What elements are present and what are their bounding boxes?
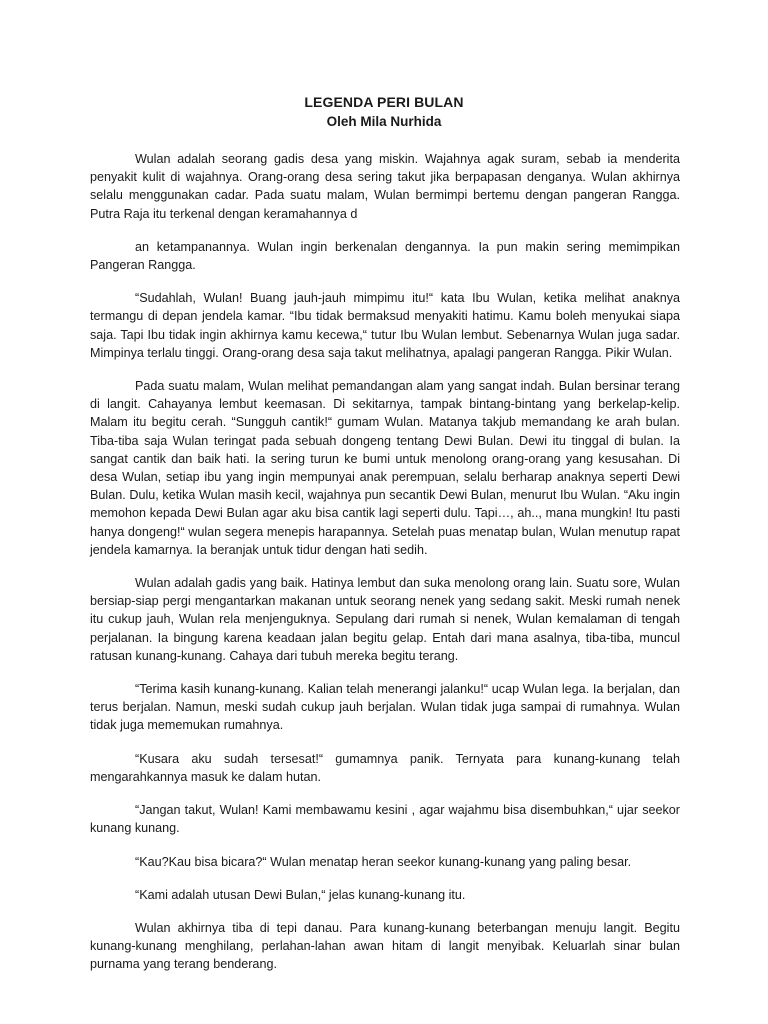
paragraph-11: Wulan akhirnya tiba di tepi danau. Para kunang-kunang beterbangan menuju langit. Begitu kunang-kunang menghilang, perlahan-lahan awan hitam di langit menyibak. Keluarlah sinar bulan purnama yang terang benderang. xyxy=(90,920,680,972)
paragraph-2: an ketampanannya. Wulan ingin berkenalan dengannya. Ia pun makin sering memimpikan Pangeran Rangga. xyxy=(90,239,680,273)
paragraph-8: “Jangan takut, Wulan! Kami membawamu kesini , agar wajahmu bisa disembuhkan,“ ujar seekor kunang kunang. xyxy=(90,803,680,836)
paragraph-4: Pada suatu malam, Wulan melihat pemandangan alam yang sangat indah. Bulan bersinar terang di langit. Cahayanya lembut keemasan. Di sekitarnya, tampak bintang-bintang yang berkelap-kelip. Malam itu begitu cerah. “Sungguh cantik!“ gumam Wulan. Matanya takjub memandang ke arah bulan. Tiba-tiba saja Wulan teringat pada sebuah dongeng tentang Dewi Bulan. Dewi itu tinggal di bulan. Ia sangat cantik dan baik hati. Ia sering turun ke bumi untuk menolong orang-orang yang kesusahan. Di desa Wulan, setiap ibu yang ingin mempunyai anak perempuan, selalu berharap anaknya seperti Dewi Bulan. Dulu, ketika Wulan masih kecil, wajahnya pun secantik Dewi Bulan, menurut Ibu Wulan. “Aku ingin memohon kepada Dewi Bulan agar aku bisa cantik lagi seperti dulu. Tapi…, ah.., mana mungkin! Itu pasti hanya dongeng!“ wulan segera menepis harapannya. Setelah puas menatap bulan, Wulan menutup rapat jendela kamarnya. Ia beranjak untuk tidur dengan hati sedih. xyxy=(90,379,680,557)
paragraph-7: “Kusara aku sudah tersesat!“ gumamnya panik. Ternyata para kunang-kunang telah mengarahkannya masuk ke dalam hutan. xyxy=(90,751,680,784)
paragraph-5: Wulan adalah gadis yang baik. Hatinya lembut dan suka menolong orang lain. Suatu sore, Wulan bersiap-siap pergi mengantarkan makanan untuk seorang nenek yang sedang sakit. Meski rumah nenek itu cukup jauh, Wulan rela menjenguknya. Sepulang dari rumah si nenek, Wulan kemalaman di tengah perjalanan. Ia bingung karena keadaan jalan begitu gelap. Entah dari mana asalnya, tiba-tiba, muncul ratusan kunang-kunang. Cahaya dari tubuh mereka begitu terang. xyxy=(90,576,680,663)
document-author: Oleh Mila Nurhida xyxy=(326,114,442,129)
document-body xyxy=(90,150,680,989)
document-header xyxy=(0,93,768,131)
paragraph-3: “Sudahlah, Wulan! Buang jauh-jauh mimpimu itu!“ kata Ibu Wulan, ketika melihat anaknya termangu di depan jendela kamar. “Ibu tidak bermaksud menyakiti hatimu. Kamu boleh menyukai siapa saja. Tapi Ibu tidak ingin akhirnya kamu kecewa,“ tutur Ibu Wulan lembut. Sebenarnya Wulan juga sadar. Mimpinya terlalu tinggi. Orang-orang desa saja takut melihatnya, apalagi pangeran Rangga. Pikir Wulan. xyxy=(90,291,680,360)
paragraph-6: “Terima kasih kunang-kunang. Kalian telah menerangi jalanku!“ ucap Wulan lega. Ia berjalan, dan terus berjalan. Namun, meski sudah cukup jauh berjalan. Wulan tidak juga sampai di rumahnya. Wulan tidak juga mememukan rumahnya. xyxy=(90,682,680,733)
paragraph-10: “Kami adalah utusan Dewi Bulan,“ jelas kunang-kunang itu. xyxy=(135,887,466,902)
paragraph-9: “Kau?Kau bisa bicara?“ Wulan menatap heran seekor kunang-kunang yang paling besar. xyxy=(135,854,632,869)
paragraph-1: Wulan adalah seorang gadis desa yang miskin. Wajahnya agak suram, sebab ia menderita penyakit kulit di wajahnya. Orang-orang desa sering takut jika berpapasan denganya. Wulan akhirnya selalu menggunakan cadar. Pada suatu malam, Wulan bermimpi bertemu dengan pangeran Rangga. Putra Raja itu terkenal dengan keramahannya d xyxy=(90,152,680,221)
document-title: LEGENDA PERI BULAN xyxy=(304,94,464,110)
